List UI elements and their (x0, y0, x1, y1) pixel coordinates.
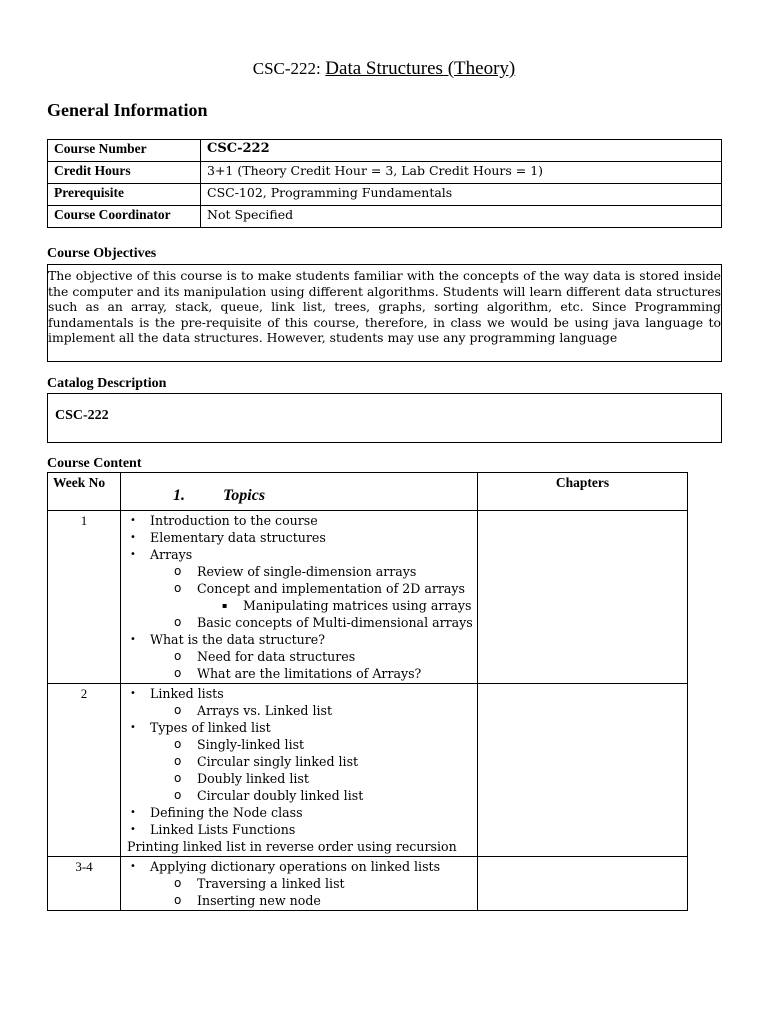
circle-bullet-icon: o (174, 876, 182, 890)
bullet-icon: • (130, 515, 136, 526)
topic-text: Introduction to the course (150, 513, 318, 528)
course-content-heading: Course Content (47, 456, 142, 471)
circle-bullet-icon: o (174, 893, 182, 907)
topic-text: Inserting new node (197, 893, 321, 908)
topic-text: Concept and implementation of 2D arrays (197, 581, 466, 596)
topic-text: Doubly linked list (197, 771, 309, 786)
catalog-description-text: CSC-222 (55, 408, 109, 423)
topic-text: Elementary data structures (150, 530, 326, 545)
table-row (48, 857, 688, 911)
topic-text: Types of linked list (150, 720, 271, 735)
general-information-heading: General Information (47, 100, 208, 120)
topics-cell (121, 511, 478, 684)
circle-bullet-icon: o (174, 737, 182, 751)
list-item (122, 736, 476, 753)
list-item (122, 719, 476, 736)
topic-text: Arrays vs. Linked list (197, 703, 333, 718)
topic-text: Linked lists (150, 686, 224, 701)
list-item (122, 858, 476, 875)
list-item (122, 804, 476, 821)
circle-bullet-icon: o (174, 788, 182, 802)
topic-text: Review of single-dimension arrays (197, 564, 417, 579)
topic-list (122, 685, 476, 855)
topic-text: Singly-linked list (197, 737, 305, 752)
course-number-label: Course Number (48, 140, 201, 162)
bullet-icon: • (130, 634, 136, 645)
circle-bullet-icon: o (174, 666, 182, 680)
topic-list (122, 512, 476, 682)
topic-text: What is the data structure? (150, 632, 325, 647)
list-item (122, 821, 476, 838)
topic-text: Printing linked list in reverse order using recursion (127, 839, 457, 854)
list-item (122, 892, 476, 909)
prerequisite-value: CSC-102, Programming Fundamentals (201, 184, 722, 206)
table-header-row (48, 473, 688, 511)
course-code: CSC-222: (252, 59, 321, 78)
list-item (122, 648, 476, 665)
course-objectives-heading: Course Objectives (47, 246, 157, 261)
topic-text: Defining the Node class (150, 805, 303, 820)
course-coordinator-label: Course Coordinator (48, 206, 201, 228)
circle-bullet-icon: o (174, 771, 182, 785)
topics-header-label: Topics (223, 487, 266, 504)
topic-list (122, 858, 476, 909)
circle-bullet-icon: o (174, 703, 182, 717)
course-objectives-text: The objective of this course is to make students familiar with the concepts of the way data is stored inside the computer and its manipulation using different algorithms. Students will learn different data structures such as an array, stack, queue, link list, trees, graphs, sorting algorithm, etc. Since Programming fundamentals is the pre-requisite of this course, therefore, in class we would be using java language to implement all the data structures. However, students may use any programming language (48, 268, 721, 346)
list-item (122, 631, 476, 648)
course-name: Data Structures (Theory) (325, 58, 516, 79)
list-item (122, 529, 476, 546)
list-item (122, 580, 476, 597)
list-item (122, 563, 476, 580)
course-coordinator-value: Not Specified (201, 206, 722, 228)
circle-bullet-icon: o (174, 581, 182, 595)
topic-text: Circular singly linked list (197, 754, 359, 769)
topics-header (121, 473, 478, 511)
bullet-icon: • (130, 549, 136, 560)
credit-hours-label: Credit Hours (48, 162, 201, 184)
topics-cell (121, 684, 478, 857)
bullet-icon: • (130, 722, 136, 733)
topic-text: What are the limitations of Arrays? (197, 666, 422, 681)
list-item (122, 597, 476, 614)
circle-bullet-icon: o (174, 649, 182, 663)
catalog-description-box (47, 393, 722, 443)
list-item (122, 512, 476, 529)
week-number: 3-4 (48, 857, 121, 911)
list-item (122, 838, 476, 855)
list-item (122, 546, 476, 563)
prerequisite-label: Prerequisite (48, 184, 201, 206)
week-no-header: Week No (48, 473, 121, 511)
table-row (48, 684, 688, 857)
list-item (122, 665, 476, 682)
circle-bullet-icon: o (174, 754, 182, 768)
list-item (122, 753, 476, 770)
course-number-value: CSC-222 (201, 140, 722, 162)
course-content-table (47, 472, 688, 911)
bullet-icon: • (130, 688, 136, 699)
chapters-cell (478, 684, 688, 857)
bullet-icon: • (130, 861, 136, 872)
table-row (48, 162, 722, 184)
list-item (122, 787, 476, 804)
table-row (48, 140, 722, 162)
document-title (0, 58, 768, 80)
topic-text: Need for data structures (197, 649, 356, 664)
list-item (122, 614, 476, 631)
chapters-cell (478, 511, 688, 684)
bullet-icon: • (130, 807, 136, 818)
circle-bullet-icon: o (174, 564, 182, 578)
topic-text: Arrays (150, 547, 193, 562)
course-objectives-box (47, 264, 722, 362)
square-bullet-icon: ▪ (222, 601, 228, 610)
list-item (122, 875, 476, 892)
general-information-table (47, 139, 722, 228)
topics-header-number: 1. (173, 487, 185, 504)
topic-text: Applying dictionary operations on linked lists (150, 859, 441, 874)
list-item (122, 770, 476, 787)
topic-text: Linked Lists Functions (150, 822, 296, 837)
list-item (122, 702, 476, 719)
topic-text: Traversing a linked list (197, 876, 345, 891)
table-row (48, 206, 722, 228)
catalog-description-heading: Catalog Description (47, 376, 167, 391)
bullet-icon: • (130, 824, 136, 835)
circle-bullet-icon: o (174, 615, 182, 629)
week-number: 1 (48, 511, 121, 684)
topics-cell (121, 857, 478, 911)
chapters-header: Chapters (478, 473, 688, 511)
week-number: 2 (48, 684, 121, 857)
topic-text: Manipulating matrices using arrays (243, 598, 472, 613)
list-item (122, 685, 476, 702)
bullet-icon: • (130, 532, 136, 543)
table-row (48, 184, 722, 206)
topic-text: Circular doubly linked list (197, 788, 364, 803)
credit-hours-value: 3+1 (Theory Credit Hour = 3, Lab Credit Hours = 1) (201, 162, 722, 184)
chapters-cell (478, 857, 688, 911)
table-row (48, 511, 688, 684)
topic-text: Basic concepts of Multi-dimensional arrays (197, 615, 473, 630)
